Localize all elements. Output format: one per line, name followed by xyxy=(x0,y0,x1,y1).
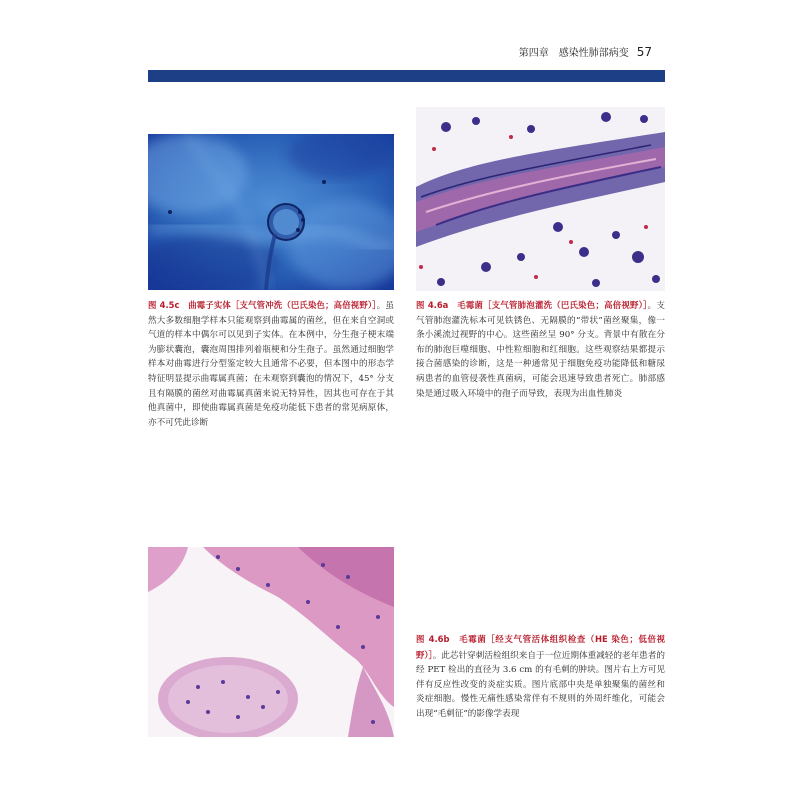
caption-figure-4-6b xyxy=(416,632,665,722)
caption-figure-4-5c xyxy=(148,298,394,430)
caption-label: 图 4.6a 毛霉菌［支气管肺泡灌洗（巴氏染色；高倍视野）］ xyxy=(416,300,648,310)
caption-label: 图 4.6b 毛霉菌［经支气管活体组织检查（HE 染色；低倍视野）］ xyxy=(416,634,665,660)
running-header xyxy=(519,44,652,59)
caption-label: 图 4.5c 曲霉子实体［支气管冲洗（巴氏染色；高倍视野）］ xyxy=(148,300,377,310)
figure-4-6a-image xyxy=(416,107,665,291)
caption-figure-4-6a xyxy=(416,298,665,401)
page-number: 57 xyxy=(636,45,652,59)
figure-4-5c-image xyxy=(148,134,394,290)
caption-text: 。支气管肺泡灌洗标本可见铁锈色、无隔膜的“带状”菌丝聚集，像一条小溪流过视野的中心。这些菌丝呈 90° 分支。背景中有散在分布的肺泡巨噬细胞、中性粒细胞和红细胞。这些观察结果都提示接合菌感染的诊断，这是一种通常见于细胞免疫功能降低和糖尿病患者的血管侵袭性真菌病，可能会迅速导致患者死亡。肺部感染是通过吸入环境中的孢子而导致，表现为出血性肺炎 xyxy=(416,301,665,399)
caption-text: 。虽然大多数细胞学样本只能观察到曲霉属的菌丝，但在来自空洞或气道的样本中偶尔可以见到子实体。在本例中，分生孢子梗末端为膨状囊泡，囊泡周围排列着瓶梗和分生孢子。虽然通过细胞学样本对曲霉进行分型鉴定较大且通常不必要，但本图中的形态学特征明显提示曲霉属真菌；在未观察到囊泡的情况下，45° 分支且有隔膜的菌丝对曲霉属真菌来说无特异性，因其也可存在于其他真菌中，即使曲霉属真菌是免疫功能低下患者的常见病原体，亦不可凭此诊断 xyxy=(148,301,394,428)
chapter-title: 第四章 感染性肺部病变 xyxy=(518,48,629,59)
figure-4-6b-image xyxy=(148,547,394,737)
caption-text: 。此芯针穿刺活检组织来自于一位近期体重减轻的老年患者的经 PET 检出的直径为 3.6 cm 的有毛刺的肿块。图片右上方可见伴有反应性改变的炎症实质。图片底部中央是单独聚集的菌丝和炎症细胞。慢性无痛性感染常伴有不规则的外周纤维化，可能会出现“毛刺征”的影像学表现 xyxy=(416,650,665,719)
header-bar xyxy=(148,70,665,82)
